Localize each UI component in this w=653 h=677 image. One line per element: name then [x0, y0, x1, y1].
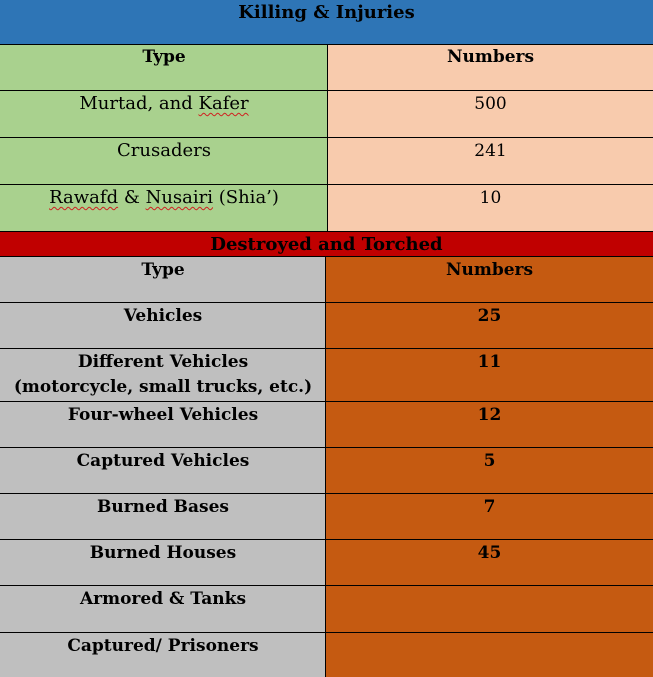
row-number-cell: [328, 138, 653, 185]
section2-type-header-label: Type: [141, 260, 185, 280]
grid-line: [0, 302, 653, 303]
row-type-text-misspelled: Nusairi: [145, 187, 214, 208]
table-row: [0, 586, 653, 633]
row-type-text: Captured Vehicles: [76, 451, 250, 471]
row-type-cell: [0, 349, 326, 402]
row-type-cell: [0, 402, 326, 448]
row-type-text: &: [118, 187, 146, 208]
grid-line: [0, 539, 653, 540]
row-type-text: Four-wheel Vehicles: [67, 405, 259, 425]
section1-numbers-header-label: Numbers: [446, 47, 535, 67]
section2-header-row: [0, 257, 653, 303]
grid-line: [325, 257, 326, 677]
row-number-cell: [326, 586, 653, 633]
table-row: [0, 349, 653, 402]
grid-line: [0, 256, 653, 257]
row-number-cell: [326, 633, 653, 677]
row-number-text: 10: [479, 188, 502, 208]
row-type-text: Captured/ Prisoners: [67, 636, 259, 656]
row-type-text: Burned Houses: [89, 543, 237, 563]
grid-line: [0, 447, 653, 448]
row-number-cell: [328, 91, 653, 138]
row-type-text-misspelled: Kafer: [198, 93, 249, 114]
row-number-text: 7: [483, 497, 496, 517]
section2-numbers-header: [326, 257, 653, 303]
row-type-cell: [0, 448, 326, 494]
row-type-cell: [0, 494, 326, 540]
row-type-cell: [0, 540, 326, 586]
row-type-cell: [0, 185, 328, 232]
row-type-text-line2: (motorcycle, small trucks, etc.): [13, 377, 313, 397]
section1-numbers-header: [328, 44, 653, 91]
section1-type-header: [0, 44, 328, 91]
section2-title-banner: [0, 232, 653, 257]
row-type-cell: [0, 633, 326, 677]
row-type-text: Crusaders: [117, 140, 211, 161]
row-number-cell: [326, 303, 653, 349]
section2-type-header: [0, 257, 326, 303]
table-row: [0, 540, 653, 586]
row-type-text-misspelled: Rawafd: [49, 187, 119, 208]
row-number-text: 45: [477, 543, 502, 563]
row-number-cell: [328, 185, 653, 232]
table-row: [0, 633, 653, 677]
row-number-cell: [326, 349, 653, 402]
row-type-cell: [0, 586, 326, 633]
row-type-text: Different Vehicles: [77, 352, 249, 372]
row-type-text: (Shia’): [213, 187, 279, 208]
grid-line: [327, 44, 328, 232]
row-type-cell: [0, 91, 328, 138]
row-number-text: 11: [477, 352, 502, 372]
row-type-text: Murtad, and: [79, 93, 199, 114]
table-row: [0, 402, 653, 448]
section2-title: Destroyed and Torched: [210, 234, 443, 255]
section1-title: Killing & Injuries: [238, 2, 415, 23]
table-row: [0, 448, 653, 494]
row-number-cell: [326, 494, 653, 540]
row-type-text: Burned Bases: [96, 497, 229, 517]
row-number-text: 25: [477, 306, 502, 326]
row-number-text: 12: [477, 405, 502, 425]
row-type-cell: [0, 138, 328, 185]
row-type-text: Armored & Tanks: [79, 589, 247, 609]
row-number-text: 500: [474, 94, 507, 114]
row-number-cell: [326, 402, 653, 448]
grid-line: [0, 632, 653, 633]
grid-line: [0, 585, 653, 586]
row-number-cell: [326, 540, 653, 586]
section2-numbers-header-label: Numbers: [445, 260, 534, 280]
section1-title-banner: [0, 0, 653, 44]
row-type-cell: [0, 303, 326, 349]
table-row: [0, 303, 653, 349]
table-row: [0, 494, 653, 540]
grid-line: [0, 348, 653, 349]
row-type-text: Vehicles: [123, 306, 203, 326]
row-number-cell: [326, 448, 653, 494]
row-number-text: 5: [483, 451, 496, 471]
grid-line: [0, 401, 653, 402]
section1-type-header-label: Type: [142, 47, 186, 67]
grid-line: [0, 493, 653, 494]
row-number-text: 241: [474, 141, 507, 161]
